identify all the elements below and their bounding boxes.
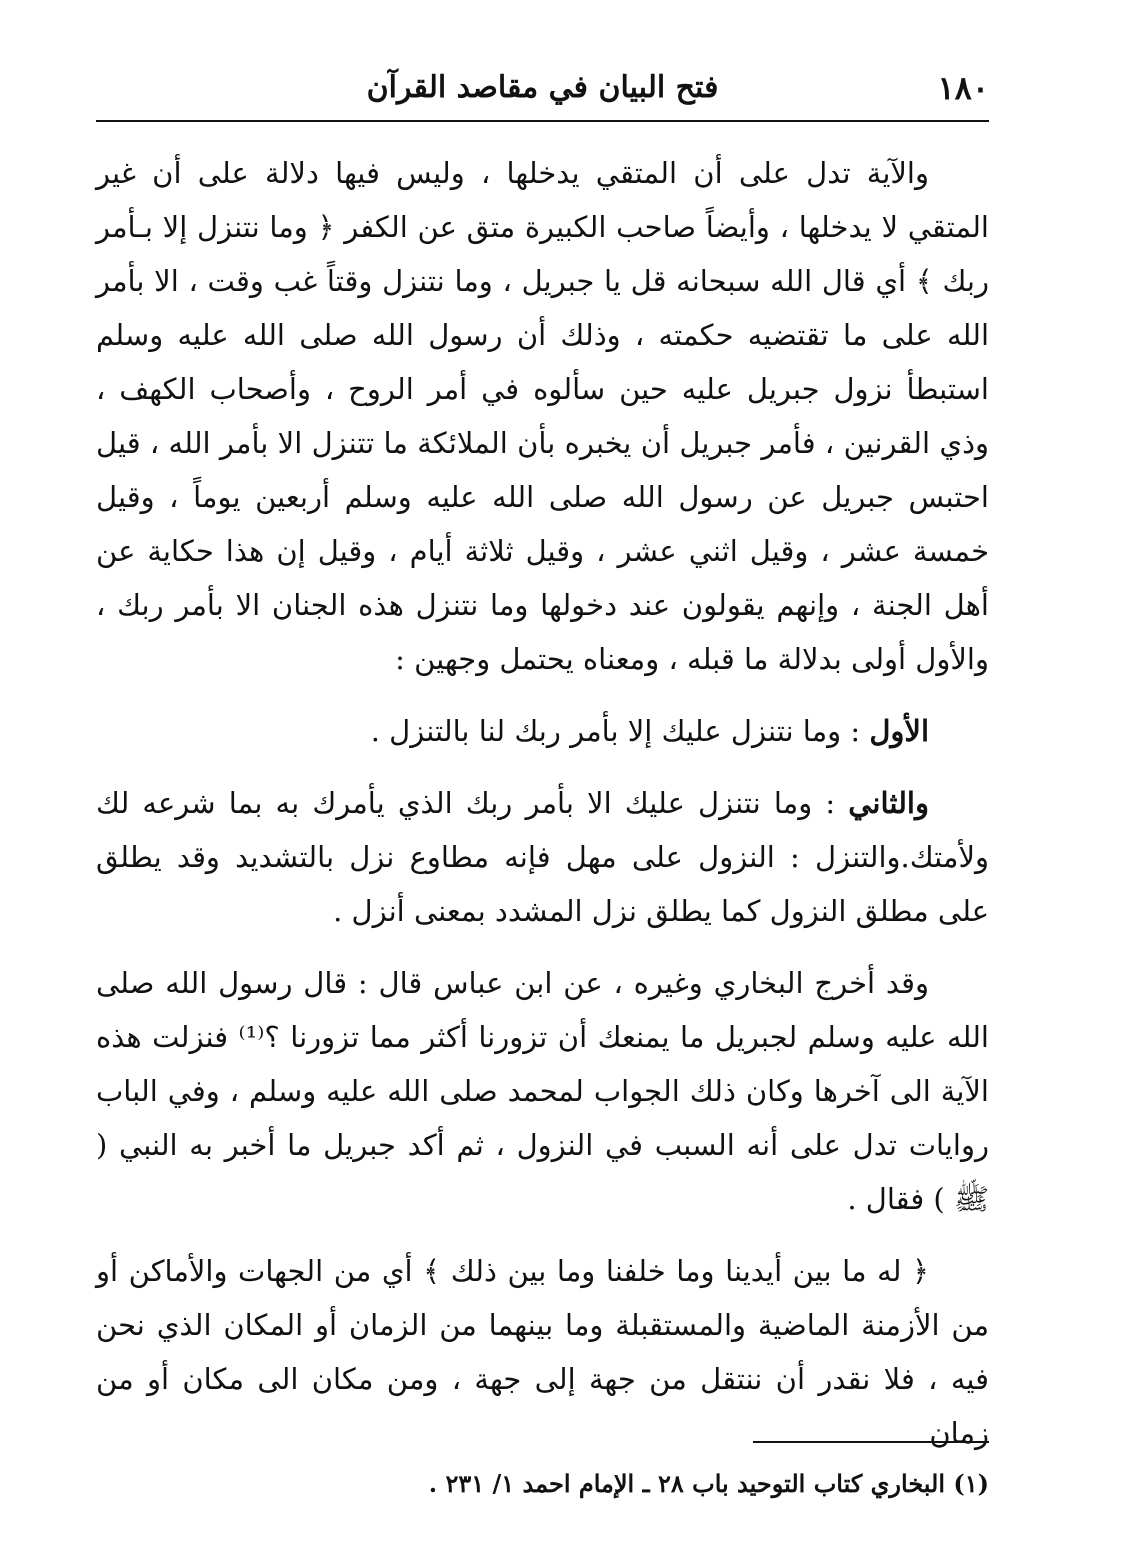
page-header [96, 62, 989, 118]
page-body [96, 146, 989, 1460]
paragraph-first-meaning [96, 704, 989, 758]
second-text: : وما نتنزل عليك الا بأمر ربك الذي يأمرك به بما شرعه لك ولأمتك.والتنزل : النزول على مهل فإنه مطاوع نزل بالتشديد وقد يطلق على مطلق النزول كما يطلق نزل المشدد بمعنى أنزل . [96, 786, 989, 928]
paragraph-4: وقد أخرج البخاري وغيره ، عن ابن عباس قال : قال رسول الله صلى الله عليه وسلم لجبريل ما يمنعك أن تزورنا أكثر مما تزورنا ؟⁽¹⁾ فنزلت هذه الآية الى آخرها وكان ذلك الجواب لمحمد صلى الله عليه وسلم ، وفي الباب روايات تدل على أنه السبب في النزول ، ثم أكد جبريل ما أخبر به النبي ( ﷺ ) فقال . [96, 966, 989, 1216]
first-label: الأول [869, 714, 929, 748]
header-divider [96, 120, 989, 122]
paragraph-5: ﴿ له ما بين أيدينا وما خلفنا وما بين ذلك ﴾ أي من الجهات والأماكن أو من الأزمنة الماضية والمستقبلة وما بينهما من الزمان أو المكان الذي نحن فيه ، فلا نقدر أن ننتقل من جهة إلى جهة ، ومن مكان الى مكان أو من زمان [96, 1254, 989, 1450]
paragraph-1: والآية تدل على أن المتقي يدخلها ، وليس فيها دلالة على أن غير المتقي لا يدخلها ، وأيضاً صاحب الكبيرة متق عن الكفر ﴿ وما نتنزل إلا بـأمر ربك ﴾ أي قال الله سبحانه قل يا جبريل ، وما نتنزل وقتاً غب وقت ، الا بأمر الله على ما تقتضيه حكمته ، وذلك أن رسول الله صلى الله عليه وسلم استبطأ نزول جبريل عليه حين سألوه في أمر الروح ، وأصحاب الكهف ، وذي القرنين ، فأمر جبريل أن يخبره بأن الملائكة ما تتنزل الا بأمر الله ، قيل احتبس جبريل عن رسول الله صلى الله عليه وسلم أربعين يوماً ، وقيل خمسة عشر ، وقيل اثني عشر ، وقيل ثلاثة أيام ، وقيل إن هذا حكاية عن أهل الجنة ، وإنهم يقولون عند دخولها وما نتنزل هذه الجنان الا بأمر ربك ، والأول أولى بدلالة ما قبله ، ومعناه يحتمل وجهين : [96, 156, 989, 676]
first-text: : وما نتنزل عليك إلا بأمر ربك لنا بالتنزل . [370, 714, 870, 748]
page-number: ١٨٠ [937, 69, 989, 107]
footnote: (١) البخاري كتاب التوحيد باب ٢٨ ـ الإمام احمد ١/ ٢٣١ . [428, 1469, 989, 1498]
footnote-divider [753, 1441, 989, 1443]
second-label: والثاني [848, 786, 929, 820]
paragraph-second-meaning [96, 776, 989, 938]
book-title: فتح البيان في مقاصد القرآن [366, 70, 719, 105]
